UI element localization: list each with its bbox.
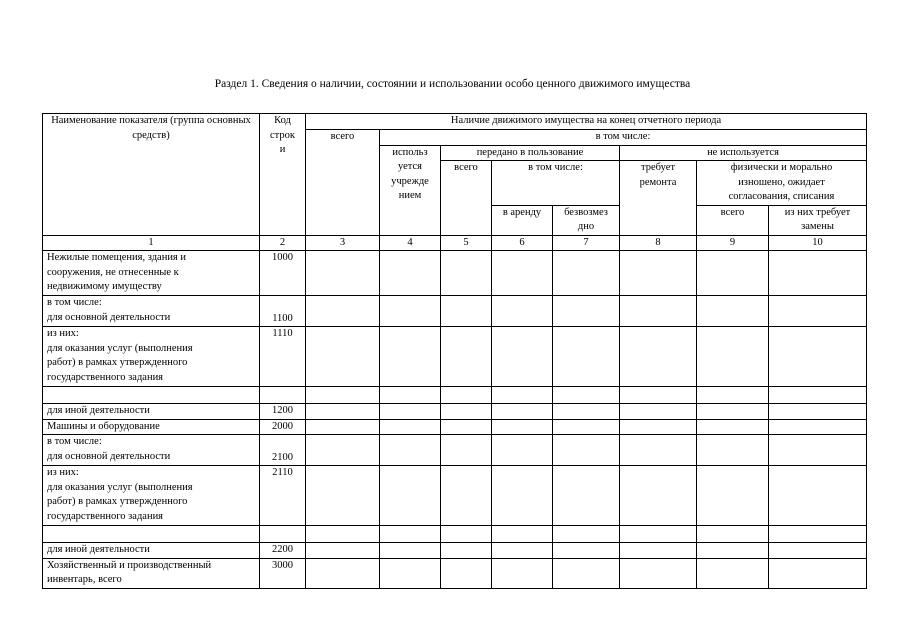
value-cell[interactable] bbox=[380, 404, 441, 420]
value-cell[interactable] bbox=[620, 543, 697, 559]
value-cell[interactable] bbox=[380, 466, 441, 526]
header-rent: в аренду bbox=[492, 205, 553, 235]
column-number: 9 bbox=[697, 235, 769, 251]
row-indicator-name: в том числе: для основной деятельности bbox=[43, 296, 260, 327]
value-cell[interactable] bbox=[620, 558, 697, 588]
header-worn-total: всего bbox=[697, 205, 769, 235]
value-cell[interactable] bbox=[620, 419, 697, 435]
value-cell[interactable] bbox=[769, 387, 867, 404]
value-cell[interactable] bbox=[492, 435, 553, 466]
value-cell[interactable] bbox=[697, 526, 769, 543]
value-cell[interactable] bbox=[697, 251, 769, 296]
column-numbers-row bbox=[43, 235, 867, 251]
value-cell[interactable] bbox=[553, 387, 620, 404]
value-cell[interactable] bbox=[441, 419, 492, 435]
header-not-used: не используется bbox=[620, 145, 867, 161]
value-cell[interactable] bbox=[620, 327, 697, 387]
value-cell[interactable] bbox=[441, 526, 492, 543]
table-row bbox=[43, 404, 867, 420]
value-cell[interactable] bbox=[306, 404, 380, 420]
value-cell[interactable] bbox=[441, 435, 492, 466]
value-cell[interactable] bbox=[380, 327, 441, 387]
value-cell[interactable] bbox=[306, 419, 380, 435]
value-cell[interactable] bbox=[697, 543, 769, 559]
section-title: Раздел 1. Сведения о наличии, состоянии и использовании особо ценного движимого имущества bbox=[214, 78, 691, 90]
value-cell[interactable] bbox=[697, 327, 769, 387]
value-cell[interactable] bbox=[769, 558, 867, 588]
column-number: 8 bbox=[620, 235, 697, 251]
value-cell[interactable] bbox=[769, 251, 867, 296]
value-cell[interactable] bbox=[380, 543, 441, 559]
value-cell[interactable] bbox=[492, 404, 553, 420]
value-cell[interactable] bbox=[441, 466, 492, 526]
value-cell[interactable] bbox=[306, 251, 380, 296]
row-indicator-name: из них: для оказания услуг (выполнения работ) в рамках утвержденного государственного задания bbox=[43, 466, 260, 526]
row-indicator-name: Хозяйственный и производственный инвентарь, всего bbox=[43, 558, 260, 588]
value-cell[interactable] bbox=[380, 526, 441, 543]
row-indicator-name: для иной деятельности bbox=[43, 543, 260, 559]
table-row bbox=[43, 251, 867, 296]
row-indicator-name: Нежилые помещения, здания и сооружения, не отнесенные к недвижимому имуществу bbox=[43, 251, 260, 296]
value-cell[interactable] bbox=[492, 296, 553, 327]
value-cell[interactable] bbox=[492, 251, 553, 296]
value-cell[interactable] bbox=[441, 404, 492, 420]
table-row bbox=[43, 526, 867, 543]
table-row bbox=[43, 387, 867, 404]
value-cell[interactable] bbox=[769, 543, 867, 559]
header-worn-out: физически и морально изношено, ожидает согласования, списания bbox=[697, 161, 867, 206]
value-cell[interactable] bbox=[306, 327, 380, 387]
column-number: 4 bbox=[380, 235, 441, 251]
value-cell[interactable] bbox=[306, 558, 380, 588]
header-including: в том числе: bbox=[380, 129, 867, 145]
header-indicator-name: Наименование показателя (группа основных средств) bbox=[43, 114, 260, 236]
value-cell[interactable] bbox=[620, 404, 697, 420]
row-indicator-name bbox=[43, 387, 260, 404]
value-cell[interactable] bbox=[553, 526, 620, 543]
value-cell[interactable] bbox=[306, 526, 380, 543]
value-cell[interactable] bbox=[769, 435, 867, 466]
value-cell[interactable] bbox=[769, 526, 867, 543]
value-cell[interactable] bbox=[380, 558, 441, 588]
row-code: 2000 bbox=[260, 419, 306, 435]
value-cell[interactable] bbox=[620, 296, 697, 327]
row-indicator-name: в том числе: для основной деятельности bbox=[43, 435, 260, 466]
value-cell[interactable] bbox=[492, 543, 553, 559]
header-used-by-institution: использ уется учрежде нием bbox=[380, 145, 441, 235]
value-cell[interactable] bbox=[306, 466, 380, 526]
value-cell[interactable] bbox=[697, 419, 769, 435]
value-cell[interactable] bbox=[553, 543, 620, 559]
header-row-code: Код строк и bbox=[260, 114, 306, 236]
value-cell[interactable] bbox=[380, 251, 441, 296]
value-cell[interactable] bbox=[441, 543, 492, 559]
value-cell[interactable] bbox=[553, 296, 620, 327]
header-requires-repair: требует ремонта bbox=[620, 161, 697, 236]
value-cell[interactable] bbox=[697, 387, 769, 404]
value-cell[interactable] bbox=[620, 466, 697, 526]
header-requires-replacement: из них требует замены bbox=[769, 205, 867, 235]
column-number: 2 bbox=[260, 235, 306, 251]
row-code bbox=[260, 387, 306, 404]
value-cell[interactable] bbox=[553, 419, 620, 435]
header-total: всего bbox=[306, 129, 380, 235]
value-cell[interactable] bbox=[697, 466, 769, 526]
value-cell[interactable] bbox=[441, 558, 492, 588]
value-cell[interactable] bbox=[697, 404, 769, 420]
value-cell[interactable] bbox=[697, 435, 769, 466]
value-cell[interactable] bbox=[553, 466, 620, 526]
column-number: 10 bbox=[769, 235, 867, 251]
row-indicator-name bbox=[43, 526, 260, 543]
property-table bbox=[42, 113, 867, 589]
row-indicator-name: для иной деятельности bbox=[43, 404, 260, 420]
value-cell[interactable] bbox=[380, 387, 441, 404]
value-cell[interactable] bbox=[769, 296, 867, 327]
row-code: 3000 bbox=[260, 558, 306, 588]
value-cell[interactable] bbox=[620, 526, 697, 543]
table-row bbox=[43, 419, 867, 435]
value-cell[interactable] bbox=[306, 296, 380, 327]
table-row bbox=[43, 558, 867, 588]
column-number: 1 bbox=[43, 235, 260, 251]
row-indicator-name: Машины и оборудование bbox=[43, 419, 260, 435]
value-cell[interactable] bbox=[553, 435, 620, 466]
row-code: 2100 bbox=[260, 435, 306, 466]
value-cell[interactable] bbox=[553, 404, 620, 420]
row-code: 1200 bbox=[260, 404, 306, 420]
row-code: 1100 bbox=[260, 296, 306, 327]
value-cell[interactable] bbox=[769, 419, 867, 435]
value-cell[interactable] bbox=[441, 327, 492, 387]
value-cell[interactable] bbox=[492, 387, 553, 404]
row-code: 2200 bbox=[260, 543, 306, 559]
value-cell[interactable] bbox=[306, 543, 380, 559]
header-availability: Наличие движимого имущества на конец отчетного периода bbox=[306, 114, 867, 130]
value-cell[interactable] bbox=[697, 558, 769, 588]
header-transferred-total: всего bbox=[441, 161, 492, 236]
value-cell[interactable] bbox=[492, 419, 553, 435]
value-cell[interactable] bbox=[620, 435, 697, 466]
value-cell[interactable] bbox=[441, 296, 492, 327]
table-row bbox=[43, 543, 867, 559]
value-cell[interactable] bbox=[492, 466, 553, 526]
value-cell[interactable] bbox=[620, 387, 697, 404]
value-cell[interactable] bbox=[697, 296, 769, 327]
value-cell[interactable] bbox=[492, 327, 553, 387]
row-code: 1110 bbox=[260, 327, 306, 387]
value-cell[interactable] bbox=[441, 251, 492, 296]
value-cell[interactable] bbox=[769, 466, 867, 526]
value-cell[interactable] bbox=[553, 251, 620, 296]
column-number: 6 bbox=[492, 235, 553, 251]
header-transferred: передано в пользование bbox=[441, 145, 620, 161]
table-row bbox=[43, 296, 867, 327]
value-cell[interactable] bbox=[441, 387, 492, 404]
value-cell[interactable] bbox=[380, 296, 441, 327]
value-cell[interactable] bbox=[620, 251, 697, 296]
column-number: 5 bbox=[441, 235, 492, 251]
table-row bbox=[43, 435, 867, 466]
value-cell[interactable] bbox=[553, 327, 620, 387]
value-cell[interactable] bbox=[380, 435, 441, 466]
value-cell[interactable] bbox=[769, 327, 867, 387]
value-cell[interactable] bbox=[306, 387, 380, 404]
header-free-use: безвозмез дно bbox=[553, 205, 620, 235]
column-number: 3 bbox=[306, 235, 380, 251]
row-code: 1000 bbox=[260, 251, 306, 296]
table-row bbox=[43, 466, 867, 526]
table-row bbox=[43, 327, 867, 387]
value-cell[interactable] bbox=[769, 404, 867, 420]
value-cell[interactable] bbox=[492, 526, 553, 543]
row-code: 2110 bbox=[260, 466, 306, 526]
value-cell[interactable] bbox=[380, 419, 441, 435]
column-number: 7 bbox=[553, 235, 620, 251]
value-cell[interactable] bbox=[306, 435, 380, 466]
row-indicator-name: из них: для оказания услуг (выполнения работ) в рамках утвержденного государственного задания bbox=[43, 327, 260, 387]
value-cell[interactable] bbox=[492, 558, 553, 588]
header-transferred-including: в том числе: bbox=[492, 161, 620, 206]
value-cell[interactable] bbox=[553, 558, 620, 588]
row-code bbox=[260, 526, 306, 543]
